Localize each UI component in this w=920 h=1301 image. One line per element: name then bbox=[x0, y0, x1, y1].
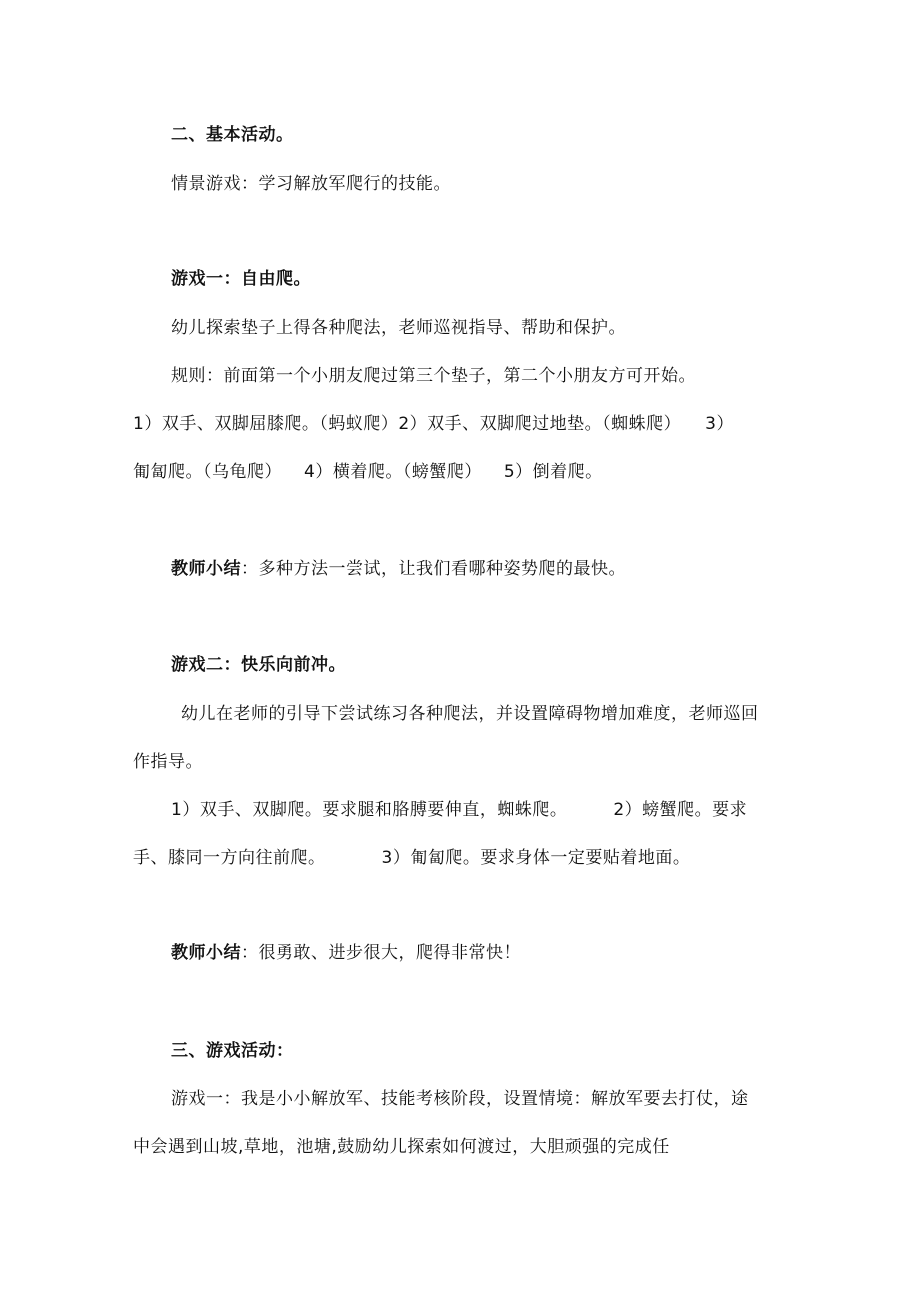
requirement-3: 3）匍匐爬。要求身体一定要贴着地面。 bbox=[381, 848, 691, 868]
teacher-summary-label: 教师小结 bbox=[171, 559, 241, 579]
section3-paragraph-line2: 中会遇到山坡,草地，池塘,鼓励幼儿探索如何渡过，大胆顽强的完成任 bbox=[133, 1137, 670, 1157]
teacher-summary-text: ：多种方法一尝试，让我们看哪种姿势爬的最快。 bbox=[241, 559, 626, 579]
crawl-item-3-name: 匍匐爬。（乌龟爬） bbox=[133, 462, 282, 482]
crawl-item-4: 4）横着爬。（螃蟹爬） bbox=[304, 462, 482, 482]
section3-paragraph-line1: 游戏一：我是小小解放军、技能考核阶段，设置情境：解放军要去打仗，途 bbox=[171, 1089, 749, 1109]
crawl-items-1-2: 1）双手、双脚屈膝爬。（蚂蚁爬）2）双手、双脚爬过地垫。（蜘蛛爬） bbox=[133, 414, 682, 434]
game2-description-line1: 幼儿在老师的引导下尝试练习各种爬法，并设置障碍物增加难度，老师巡回 bbox=[181, 704, 759, 724]
teacher-summary-label: 教师小结 bbox=[171, 943, 241, 963]
section-heading-game-activity: 三、游戏活动： bbox=[171, 1041, 294, 1061]
game1-title: 游戏一：自由爬。 bbox=[171, 269, 311, 289]
teacher-summary-text: ：很勇敢、进步很大，爬得非常快！ bbox=[241, 943, 521, 963]
game1-crawl-list-line2 bbox=[133, 461, 603, 483]
game2-description-line2: 作指导。 bbox=[133, 752, 203, 772]
requirement-2-start: 2）螃蟹爬。要求 bbox=[613, 800, 748, 820]
scenario-game-intro: 情景游戏：学习解放军爬行的技能。 bbox=[171, 174, 451, 194]
crawl-item-5: 5）倒着爬。 bbox=[503, 462, 603, 482]
game2-requirements-line1 bbox=[171, 799, 747, 821]
game2-title: 游戏二：快乐向前冲。 bbox=[171, 655, 346, 675]
crawl-item-3-number: 3） bbox=[705, 414, 734, 434]
teacher-summary-2 bbox=[171, 942, 521, 964]
requirement-1: 1）双手、双脚爬。要求腿和胳膊要伸直，蜘蛛爬。 bbox=[171, 800, 568, 820]
requirement-2-end: 手、膝同一方向往前爬。 bbox=[133, 848, 326, 868]
game2-requirements-line2 bbox=[133, 847, 690, 869]
section-heading-basic-activity: 二、基本活动。 bbox=[171, 125, 294, 145]
teacher-summary-1 bbox=[171, 558, 626, 580]
game1-rule: 规则：前面第一个小朋友爬过第三个垫子，第二个小朋友方可开始。 bbox=[171, 366, 696, 386]
game1-crawl-list-line1 bbox=[133, 413, 734, 435]
game1-description: 幼儿探索垫子上得各种爬法，老师巡视指导、帮助和保护。 bbox=[171, 318, 626, 338]
